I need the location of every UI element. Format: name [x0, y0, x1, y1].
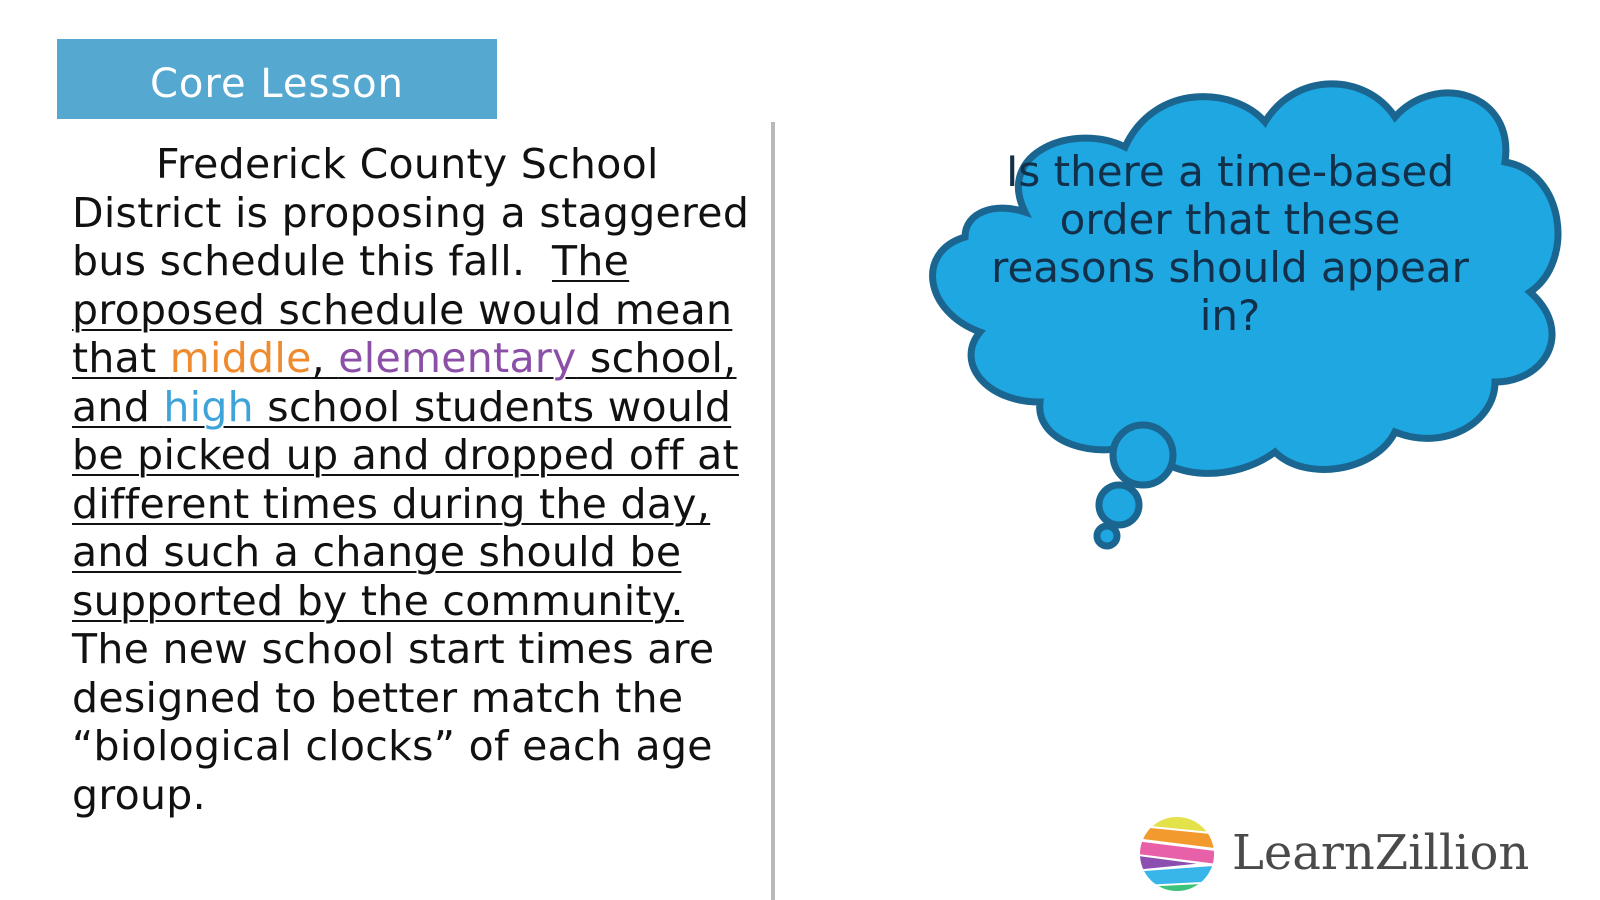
passage-thesis [72, 237, 739, 625]
header-title: Core Lesson [150, 61, 404, 107]
word-high: high [163, 382, 254, 431]
passage-intro: Frederick County School District is proposing a staggered bus schedule this fall. [72, 140, 750, 285]
word-elementary: elementary [338, 334, 577, 382]
vertical-divider [771, 122, 775, 900]
passage-closing: The new school start times are designed to better match the “biological clocks” of each age group. [72, 625, 715, 819]
brand-name: LearnZillion [1232, 825, 1530, 881]
learnzillion-logo-icon [1138, 815, 1216, 893]
thesis-comma: , [311, 334, 325, 382]
thesis-part-2: school, and [72, 334, 737, 431]
thesis-part-1: The proposed schedule would mean that [72, 237, 733, 382]
thought-bubble-text: Is there a time-based order that these reasons should appear in? [991, 147, 1469, 340]
core-lesson-header [57, 39, 497, 119]
thesis-part-3: school students would be picked up and dropped off at different times during the day, and such a change should be supported by the community. [72, 382, 739, 625]
lesson-passage [72, 140, 752, 819]
word-middle: middle [169, 334, 312, 382]
